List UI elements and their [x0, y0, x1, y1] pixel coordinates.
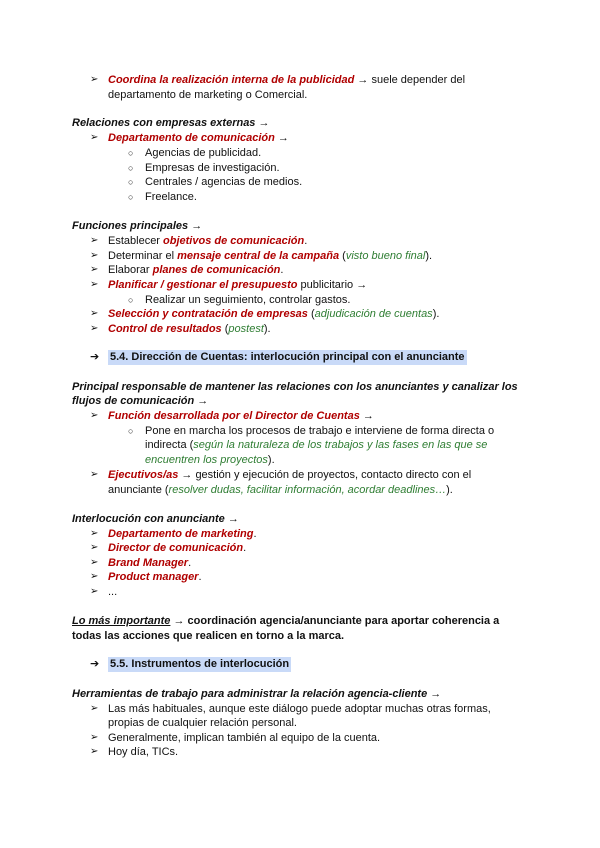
arrowhead-bullet-icon: ➢: [90, 542, 99, 553]
arrowhead-bullet-icon: ➢: [90, 410, 99, 421]
list-item: Control de resultados (postest).: [108, 323, 271, 335]
sub-list-item: Freelance.: [145, 191, 197, 203]
list-item: Departamento de comunicación →: [108, 132, 289, 144]
arrowhead-bullet-icon: ➢: [90, 74, 99, 85]
circle-bullet-icon: ○: [128, 163, 134, 173]
arrowhead-bullet-icon: ➢: [90, 132, 99, 143]
arrowhead-bullet-icon: ➢: [90, 746, 99, 757]
list-item: Determinar el mensaje central de la campaña (visto bueno final).: [108, 250, 433, 262]
arrowhead-bullet-icon: ➢: [90, 264, 99, 275]
arrowhead-bullet-icon: ➢: [90, 732, 99, 743]
list-item: Selección y contratación de empresas (adjudicación de cuentas).: [108, 308, 440, 320]
list-item: Hoy día, TICs.: [108, 746, 179, 758]
circle-bullet-icon: ○: [128, 426, 134, 436]
arrowhead-bullet-icon: ➢: [90, 703, 99, 714]
list-item: Establecer objetivos de comunicación.: [108, 235, 308, 247]
key-point-continuation: todas las acciones que realicen en torno a la marca.: [72, 630, 345, 642]
list-item: Ejecutivos/as → gestión y ejecución de proyectos, contacto directo con el: [108, 469, 472, 481]
section-heading: Relaciones con empresas externas →: [72, 117, 270, 129]
section-title: 5.5. Instrumentos de interlocución: [110, 658, 290, 670]
arrowhead-bullet-icon: ➢: [90, 250, 99, 261]
arrowhead-bullet-icon: ➢: [90, 469, 99, 480]
arrowhead-bullet-icon: ➢: [90, 586, 99, 597]
list-item: Departamento de marketing.: [108, 528, 257, 540]
sub-list-item-continuation: indirecta (según la naturaleza de los trabajos y las fases en las que se: [145, 439, 488, 451]
circle-bullet-icon: ○: [128, 148, 134, 158]
circle-bullet-icon: ○: [128, 192, 134, 202]
list-item-continuation: anunciante (resolver dudas, facilitar información, acordar deadlines…).: [108, 484, 453, 496]
arrowhead-bullet-icon: ➢: [90, 235, 99, 246]
arrowhead-bullet-icon: ➢: [90, 308, 99, 319]
circle-bullet-icon: ○: [128, 295, 134, 305]
sub-list-item-continuation: encuentren los proyectos).: [145, 454, 275, 466]
section-title: 5.4. Dirección de Cuentas: interlocución principal con el anunciante: [110, 351, 465, 363]
sub-list-item: Agencias de publicidad.: [145, 147, 262, 159]
list-item: Función desarrollada por el Director de Cuentas →: [108, 410, 374, 422]
arrowhead-bullet-icon: ➢: [90, 323, 99, 334]
key-point: Lo más importante → coordinación agencia/anunciante para aportar coherencia a: [72, 615, 500, 627]
list-item: Las más habituales, aunque este diálogo puede adoptar muchas otras formas,: [108, 703, 491, 715]
sub-list-item: Centrales / agencias de medios.: [145, 176, 303, 188]
arrowhead-bullet-icon: ➢: [90, 528, 99, 539]
list-item: Brand Manager.: [108, 557, 192, 569]
arrowhead-bullet-icon: ➢: [90, 279, 99, 290]
section-lead: Herramientas de trabajo para administrar la relación agencia-cliente →: [72, 688, 442, 700]
section-heading: Funciones principales →: [72, 220, 203, 232]
sub-list-item: Pone en marcha los procesos de trabajo e interviene de forma directa o: [145, 425, 495, 437]
section-arrow-icon: ➔: [90, 351, 100, 363]
section-lead: Principal responsable de mantener las relaciones con los anunciantes y canalizar los: [72, 381, 518, 393]
section-lead-continuation: flujos de comunicación →: [72, 395, 209, 407]
list-item: Coordina la realización interna de la publicidad → suele depender del: [108, 74, 466, 86]
section-heading: Interlocución con anunciante →: [72, 513, 239, 525]
sub-list-item: Empresas de investigación.: [145, 162, 280, 174]
list-item: ...: [108, 586, 118, 598]
list-item-continuation: departamento de marketing o Comercial.: [108, 89, 308, 101]
list-item: Director de comunicación.: [108, 542, 247, 554]
circle-bullet-icon: ○: [128, 177, 134, 187]
arrowhead-bullet-icon: ➢: [90, 557, 99, 568]
list-item: Generalmente, implican también al equipo de la cuenta.: [108, 732, 381, 744]
list-item: Elaborar planes de comunicación.: [108, 264, 284, 276]
list-item: Product manager.: [108, 571, 202, 583]
list-item: Planificar / gestionar el presupuesto publicitario →: [108, 279, 368, 291]
arrowhead-bullet-icon: ➢: [90, 571, 99, 582]
list-item-continuation: propias de cualquier relación personal.: [108, 717, 297, 729]
sub-list-item: Realizar un seguimiento, controlar gastos.: [145, 294, 351, 306]
section-arrow-icon: ➔: [90, 658, 100, 670]
